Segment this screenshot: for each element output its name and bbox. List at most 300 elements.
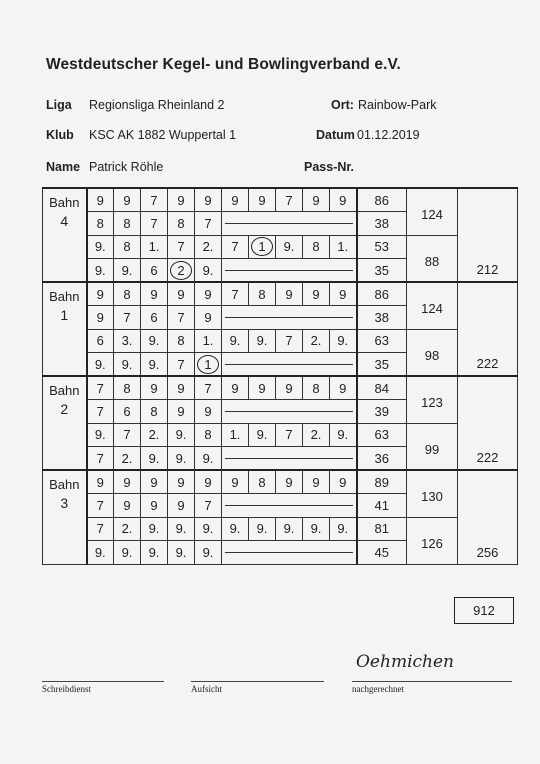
- throw-cell: [87, 517, 114, 541]
- throw-cell: [276, 235, 303, 259]
- throw-cell: [168, 470, 195, 494]
- throw-value: 9: [312, 192, 320, 208]
- throw-value: 6: [150, 309, 158, 325]
- throw-cell: [168, 423, 195, 447]
- throw-cell: [114, 447, 141, 471]
- empty-throws: [222, 259, 357, 283]
- throw-value: 9: [285, 474, 293, 490]
- throw-cell: [195, 447, 222, 471]
- empty-throws: [222, 541, 357, 565]
- throw-cell: [222, 188, 249, 212]
- throw-cell: [141, 541, 168, 565]
- throw-value: 7: [96, 403, 104, 419]
- throw-value: 9.: [121, 262, 133, 278]
- empty-throws: [222, 447, 357, 471]
- datum-label: Datum: [316, 128, 355, 142]
- throw-value: 9: [231, 192, 239, 208]
- bahn-label: Bahn: [49, 477, 80, 492]
- row-sum: 35: [357, 353, 407, 377]
- throw-cell: [87, 329, 114, 353]
- throw-cell: [141, 212, 168, 236]
- throw-value: 9: [312, 286, 320, 302]
- throw-cell: [141, 447, 168, 471]
- throw-cell: [141, 470, 168, 494]
- half-total: [407, 376, 458, 423]
- throw-value: 2.: [310, 427, 322, 443]
- throw-value: 2.: [310, 333, 322, 349]
- throw-value: 9.: [94, 427, 106, 443]
- bahn-number: 2: [60, 401, 69, 417]
- throw-value: 9: [312, 474, 320, 490]
- throw-cell: [195, 400, 222, 424]
- score-row: [43, 329, 518, 353]
- empty-throws: [222, 400, 357, 424]
- throw-cell: [87, 423, 114, 447]
- throw-value: 9: [204, 286, 212, 302]
- throw-value: 7: [96, 497, 104, 513]
- throw-cell: [141, 188, 168, 212]
- bahn-number: 1: [60, 307, 69, 323]
- throw-cell: [303, 282, 330, 306]
- throw-value: 9.: [229, 333, 241, 349]
- bahn-label: Bahn: [49, 289, 80, 304]
- throw-value: 9: [339, 192, 347, 208]
- strike-line: [225, 270, 353, 271]
- throw-cell: [276, 329, 303, 353]
- throw-cell: [114, 517, 141, 541]
- throw-value: 9.: [148, 333, 160, 349]
- score-row: [43, 517, 518, 541]
- throw-value: 9: [339, 474, 347, 490]
- throw-cell: [87, 188, 114, 212]
- throw-cell: [249, 517, 276, 541]
- throw-cell: [222, 329, 249, 353]
- throw-cell: [168, 517, 195, 541]
- throw-cell: [141, 259, 168, 283]
- throw-value: 9: [285, 286, 293, 302]
- throw-value: 9: [123, 474, 131, 490]
- throw-cell: [249, 423, 276, 447]
- throw-cell: [168, 329, 195, 353]
- throw-value: 7: [285, 427, 293, 443]
- row-sum: 84: [357, 376, 407, 400]
- throw-cell: [168, 494, 195, 518]
- throw-value: 2.: [121, 450, 133, 466]
- throw-value: 9.: [94, 239, 106, 255]
- circled-throw: 1: [251, 237, 273, 256]
- throw-cell: [87, 259, 114, 283]
- row-sum: 86: [357, 188, 407, 212]
- half-total: [407, 188, 458, 235]
- throw-value: 9.: [148, 450, 160, 466]
- score-row: [43, 423, 518, 447]
- lane-total: [458, 188, 518, 282]
- throw-cell: [276, 376, 303, 400]
- throw-value: 8: [177, 333, 185, 349]
- throw-value: 9.: [94, 356, 106, 372]
- throw-value: 9: [150, 497, 158, 513]
- throw-cell: [114, 376, 141, 400]
- throw-value: 8: [258, 286, 266, 302]
- half-total-value: 124: [421, 207, 443, 222]
- half-total-value: 124: [421, 301, 443, 316]
- half-total-value: 88: [424, 253, 440, 269]
- throw-value: 7: [96, 450, 104, 466]
- throw-value: 8: [123, 380, 131, 396]
- throw-value: 9: [123, 497, 131, 513]
- throw-cell: [141, 282, 168, 306]
- bahn-cell: [43, 188, 87, 282]
- throw-value: 7: [285, 333, 293, 349]
- throw-value: 9.: [229, 521, 241, 537]
- half-total: [407, 517, 458, 564]
- throw-cell: [330, 329, 357, 353]
- strike-line: [225, 505, 353, 506]
- empty-throws: [222, 306, 357, 330]
- throw-value: 7: [177, 356, 185, 372]
- row-sum: 89: [357, 470, 407, 494]
- throw-value: 7: [177, 309, 185, 325]
- throw-value: 6: [150, 262, 158, 278]
- throw-value: 9.: [175, 450, 187, 466]
- throw-cell: [303, 235, 330, 259]
- throw-value: 9.: [337, 427, 349, 443]
- bahn-number: 4: [60, 213, 69, 229]
- throw-cell: [195, 282, 222, 306]
- throw-cell: [168, 235, 195, 259]
- throw-value: 9.: [175, 427, 187, 443]
- throw-value: 1.: [202, 333, 214, 349]
- strike-line: [225, 317, 353, 318]
- liga-value: Regionsliga Rheinland 2: [89, 98, 225, 112]
- aufsicht-line: [191, 681, 324, 682]
- half-total: [407, 235, 458, 282]
- strike-line: [225, 223, 353, 224]
- throw-cell: [87, 541, 114, 565]
- throw-value: 3.: [121, 333, 133, 349]
- throw-cell: [114, 541, 141, 565]
- throw-value: 7: [123, 309, 131, 325]
- throw-cell: [249, 282, 276, 306]
- throw-value: 9: [177, 380, 185, 396]
- strike-line: [225, 364, 353, 365]
- score-row: [43, 470, 518, 494]
- throw-value: 9.: [256, 521, 268, 537]
- bahn-number: 3: [60, 495, 69, 511]
- lane-total-value: 212: [476, 262, 499, 277]
- aufsicht-label: Aufsicht: [191, 684, 222, 694]
- throw-cell: [87, 282, 114, 306]
- throw-cell: [249, 188, 276, 212]
- throw-value: 7: [96, 380, 104, 396]
- row-sum: 81: [357, 517, 407, 541]
- throw-cell: [141, 494, 168, 518]
- klub-label: Klub: [46, 128, 74, 142]
- throw-cell: [114, 235, 141, 259]
- score-row: [43, 188, 518, 212]
- throw-value: 8: [123, 286, 131, 302]
- empty-throws: [222, 494, 357, 518]
- throw-cell: [195, 235, 222, 259]
- throw-value: 8: [123, 239, 131, 255]
- throw-value: 2.: [148, 427, 160, 443]
- throw-value: 8: [177, 215, 185, 231]
- throw-cell: [195, 541, 222, 565]
- circled-throw: 1: [197, 355, 219, 374]
- throw-value: 7: [204, 215, 212, 231]
- throw-value: 9: [204, 474, 212, 490]
- throw-value: 9: [177, 497, 185, 513]
- liga-label: Liga: [46, 98, 72, 112]
- throw-value: 9: [96, 192, 104, 208]
- empty-throws: [222, 353, 357, 377]
- throw-cell: [141, 423, 168, 447]
- throw-cell: [114, 423, 141, 447]
- throw-value: 7: [123, 427, 131, 443]
- lane-total: [458, 376, 518, 470]
- throw-cell: [303, 188, 330, 212]
- throw-cell: [330, 470, 357, 494]
- throw-cell: [87, 400, 114, 424]
- half-total: [407, 329, 458, 376]
- score-row: [43, 376, 518, 400]
- throw-cell: [87, 494, 114, 518]
- throw-cell: [303, 376, 330, 400]
- throw-cell: [330, 423, 357, 447]
- throw-cell: [330, 517, 357, 541]
- throw-cell: [195, 423, 222, 447]
- throw-value: 8: [123, 215, 131, 231]
- row-sum: 86: [357, 282, 407, 306]
- name-label: Name: [46, 160, 81, 174]
- throw-cell: [141, 400, 168, 424]
- throw-value: 9.: [148, 356, 160, 372]
- throw-cell: [141, 376, 168, 400]
- bahn-label: Bahn: [49, 383, 80, 398]
- throw-cell: [195, 306, 222, 330]
- throw-value: 9: [96, 474, 104, 490]
- throw-value: 9: [150, 380, 158, 396]
- throw-value: 6: [96, 333, 104, 349]
- schreibdienst-line: [42, 681, 164, 682]
- throw-value: 7: [150, 215, 158, 231]
- throw-value: 6: [123, 403, 131, 419]
- ort-value: Rainbow-Park: [358, 98, 437, 112]
- throw-value: 9.: [337, 521, 349, 537]
- throw-cell: [276, 423, 303, 447]
- throw-value: 9: [258, 380, 266, 396]
- throw-cell: [303, 470, 330, 494]
- throw-cell: [114, 470, 141, 494]
- throw-value: 9: [177, 474, 185, 490]
- empty-throws: [222, 212, 357, 236]
- throw-value: 7: [231, 286, 239, 302]
- throw-cell: [87, 376, 114, 400]
- throw-cell: [222, 376, 249, 400]
- throw-cell: [195, 470, 222, 494]
- throw-value: 7: [204, 380, 212, 396]
- throw-cell: [141, 306, 168, 330]
- throw-value: 8: [150, 403, 158, 419]
- half-total-value: 126: [421, 535, 443, 551]
- throw-cell: [303, 517, 330, 541]
- throw-value: 9: [339, 380, 347, 396]
- lane-total-value: 222: [476, 450, 499, 465]
- throw-cell: [168, 188, 195, 212]
- throw-cell: [222, 235, 249, 259]
- throw-cell: [276, 470, 303, 494]
- schreibdienst-label: Schreibdienst: [42, 684, 91, 694]
- throw-cell: [114, 400, 141, 424]
- throw-cell: [114, 259, 141, 283]
- name-value: Patrick Röhle: [89, 160, 164, 174]
- strike-line: [225, 458, 353, 459]
- throw-value: 1.: [337, 239, 349, 255]
- throw-value: 7: [96, 521, 104, 537]
- throw-value: 9: [258, 192, 266, 208]
- row-sum: 39: [357, 400, 407, 424]
- throw-value: 9.: [175, 544, 187, 560]
- throw-cell: [141, 235, 168, 259]
- throw-cell: [195, 329, 222, 353]
- half-total-value: 123: [421, 395, 443, 410]
- throw-value: 9: [150, 286, 158, 302]
- throw-value: 9: [231, 474, 239, 490]
- throw-cell: [141, 329, 168, 353]
- row-sum: 45: [357, 541, 407, 565]
- throw-cell: [330, 376, 357, 400]
- row-sum: 63: [357, 329, 407, 353]
- throw-cell: [168, 400, 195, 424]
- throw-value: 9: [177, 403, 185, 419]
- throw-cell: [303, 329, 330, 353]
- throw-cell: [87, 212, 114, 236]
- throw-cell: [330, 188, 357, 212]
- throw-value: 9: [177, 192, 185, 208]
- score-row: [43, 235, 518, 259]
- throw-value: 7: [177, 239, 185, 255]
- throw-cell: [141, 353, 168, 377]
- throw-cell: [195, 376, 222, 400]
- throw-cell: [222, 423, 249, 447]
- throw-cell: [168, 541, 195, 565]
- throw-cell: [222, 470, 249, 494]
- throw-cell: [195, 188, 222, 212]
- throw-value: 9: [204, 403, 212, 419]
- throw-cell: [276, 517, 303, 541]
- throw-cell: [195, 517, 222, 541]
- nachgerechnet-label: nachgerechnet: [352, 684, 404, 694]
- throw-value: 9.: [283, 521, 295, 537]
- row-sum: 41: [357, 494, 407, 518]
- throw-cell: [114, 212, 141, 236]
- throw-cell: [195, 259, 222, 283]
- throw-value: 9.: [256, 427, 268, 443]
- throw-value: 1.: [148, 239, 160, 255]
- throw-value: 8: [204, 427, 212, 443]
- throw-value: 9.: [202, 262, 214, 278]
- half-total: [407, 470, 458, 517]
- throw-cell: [87, 353, 114, 377]
- throw-value: 9.: [94, 544, 106, 560]
- throw-cell: [114, 494, 141, 518]
- throw-cell: [276, 188, 303, 212]
- throw-value: 9: [150, 474, 158, 490]
- signature: Oehmichen: [356, 652, 454, 672]
- circled-throw: 2: [170, 261, 192, 280]
- throw-value: 7: [204, 497, 212, 513]
- throw-value: 9: [177, 286, 185, 302]
- throw-value: 9.: [94, 262, 106, 278]
- throw-value: 7: [285, 192, 293, 208]
- throw-value: 8: [312, 380, 320, 396]
- bahn-label: Bahn: [49, 195, 80, 210]
- throw-value: 9.: [148, 544, 160, 560]
- lane-total-value: 222: [476, 356, 499, 371]
- throw-cell: [168, 353, 195, 377]
- grand-total: 912: [454, 597, 514, 624]
- throw-cell: [168, 212, 195, 236]
- half-total: [407, 282, 458, 329]
- throw-cell: [330, 235, 357, 259]
- throw-cell: [330, 282, 357, 306]
- score-row: [43, 282, 518, 306]
- throw-cell: [168, 376, 195, 400]
- throw-cell: [195, 353, 222, 377]
- strike-line: [225, 552, 353, 553]
- throw-value: 9.: [256, 333, 268, 349]
- throw-value: 9.: [175, 521, 187, 537]
- row-sum: 35: [357, 259, 407, 283]
- throw-value: 7: [150, 192, 158, 208]
- throw-value: 9.: [310, 521, 322, 537]
- throw-cell: [87, 306, 114, 330]
- throw-cell: [114, 188, 141, 212]
- throw-value: 1.: [229, 427, 241, 443]
- score-table: [42, 187, 518, 565]
- bahn-cell: [43, 376, 87, 470]
- throw-value: 9.: [337, 333, 349, 349]
- throw-value: 9: [204, 309, 212, 325]
- throw-cell: [168, 306, 195, 330]
- throw-cell: [114, 353, 141, 377]
- row-sum: 53: [357, 235, 407, 259]
- throw-cell: [249, 470, 276, 494]
- throw-value: 9: [204, 192, 212, 208]
- throw-cell: [195, 212, 222, 236]
- throw-cell: [276, 282, 303, 306]
- half-total-value: 130: [421, 489, 443, 504]
- throw-cell: [141, 517, 168, 541]
- throw-value: 8: [96, 215, 104, 231]
- throw-cell: [249, 376, 276, 400]
- throw-cell: [114, 329, 141, 353]
- half-total: [407, 423, 458, 470]
- throw-cell: [87, 447, 114, 471]
- lane-total-value: 256: [476, 544, 499, 560]
- throw-value: 9: [96, 286, 104, 302]
- throw-value: 9.: [202, 521, 214, 537]
- throw-cell: [87, 470, 114, 494]
- throw-value: 2.: [121, 521, 133, 537]
- throw-value: 9.: [202, 544, 214, 560]
- nachgerechnet-line: [352, 681, 512, 682]
- throw-value: 9.: [202, 450, 214, 466]
- row-sum: 63: [357, 423, 407, 447]
- throw-value: 9: [339, 286, 347, 302]
- throw-cell: [87, 235, 114, 259]
- klub-value: KSC AK 1882 Wuppertal 1: [89, 128, 237, 142]
